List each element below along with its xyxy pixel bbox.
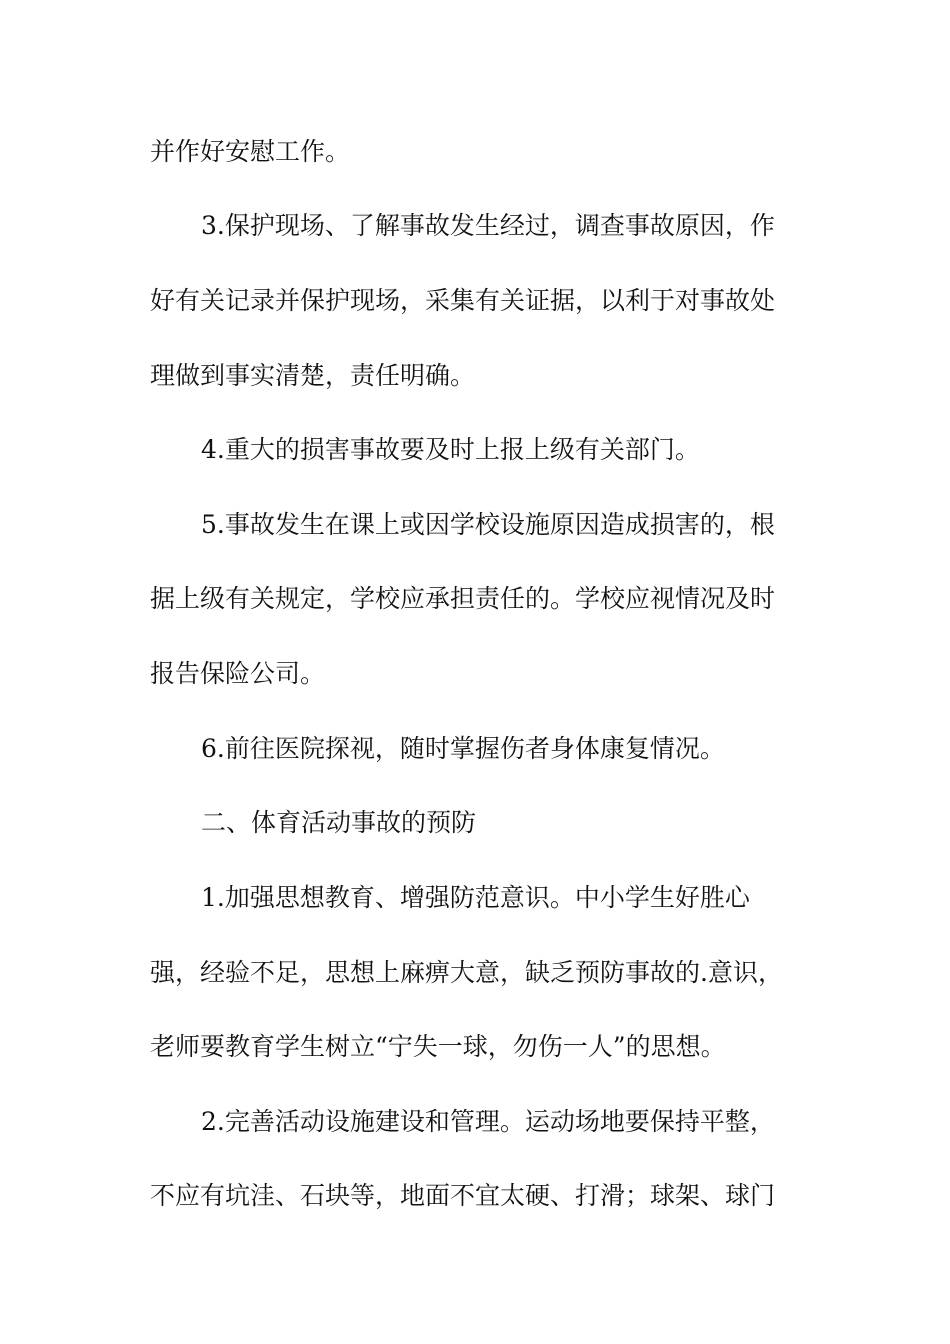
text-line: 3.保护现场、了解事故发生经过，调查事故原因，作: [201, 211, 775, 240]
text-line: 老师要教育学生树立“宁失一球，勿伤一人”的思想。: [150, 1032, 726, 1061]
text-line: 4.重大的损害事故要及时上报上级有关部门。: [201, 435, 700, 464]
text-line: 5.事故发生在课上或因学校设施原因造成损害的，根: [201, 510, 775, 539]
text-line: 据上级有关规定，学校应承担责任的。学校应视情况及时: [150, 584, 776, 613]
text-line: 强，经验不足，思想上麻痹大意，缺乏预防事故的.意识，: [150, 958, 783, 987]
section-heading: 二、体育活动事故的预防: [201, 808, 477, 837]
text-line: 并作好安慰工作。: [150, 137, 351, 166]
text-line: 不应有坑洼、石块等，地面不宜太硬、打滑；球架、球门: [150, 1181, 776, 1210]
text-line: 6.前往医院探视，随时掌握伤者身体康复情况。: [201, 734, 725, 763]
text-line: 2.完善活动设施建设和管理。运动场地要保持平整，: [201, 1107, 775, 1136]
text-line: 1.加强思想教育、增强防范意识。中小学生好胜心: [201, 883, 750, 912]
text-line: 报告保险公司。: [150, 659, 326, 688]
text-line: 好有关记录并保护现场，采集有关证据，以利于对事故处: [150, 286, 776, 315]
text-line: 理做到事实清楚，责任明确。: [150, 361, 476, 390]
